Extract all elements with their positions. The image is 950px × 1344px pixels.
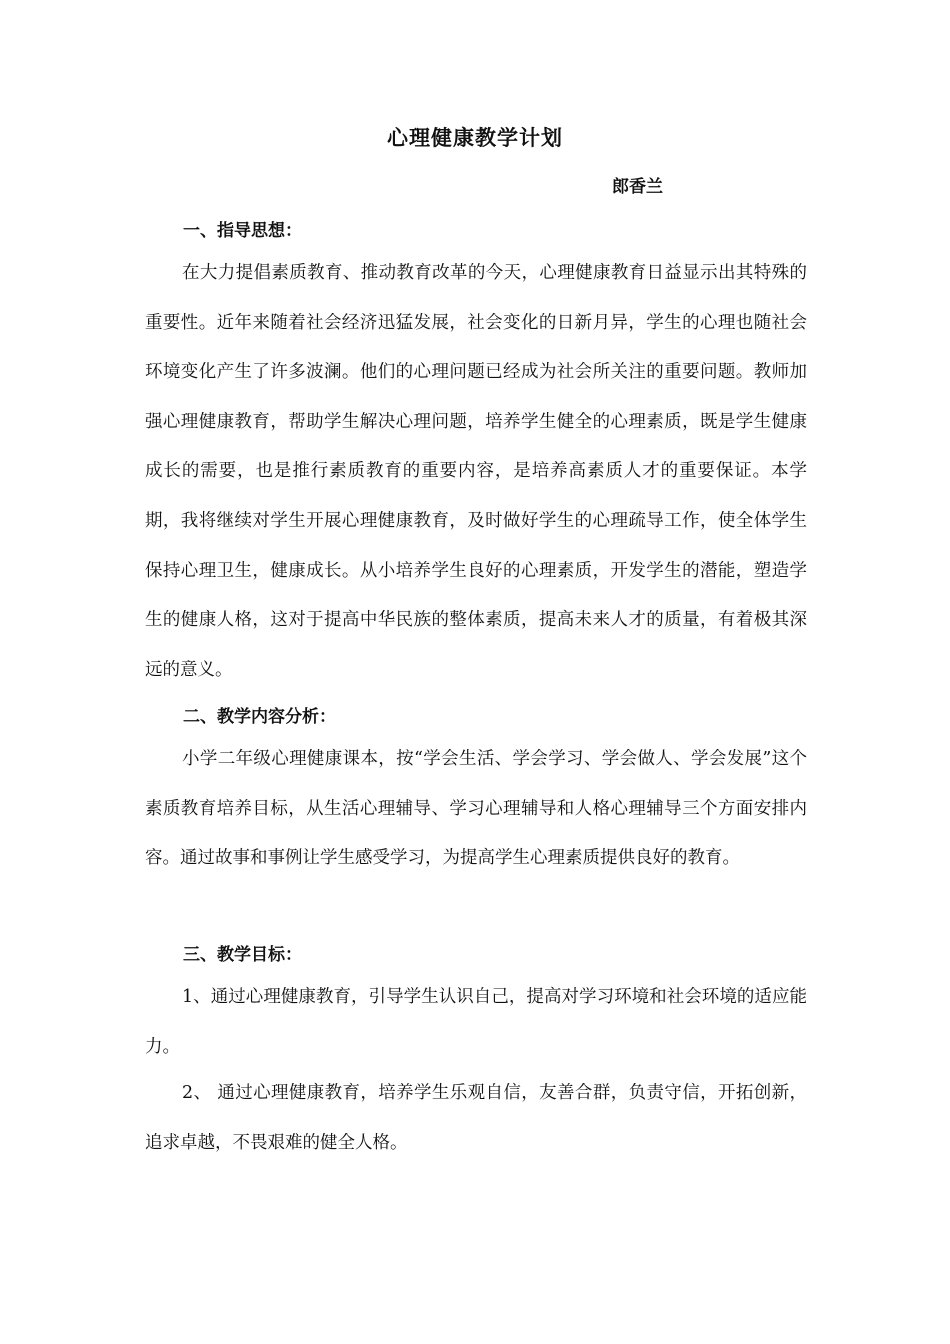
section-paragraph-content-analysis: 小学二年级心理健康课本，按“学会生活、学会学习、学会做人、学会发展”这个素质教育培养目标，从生活心理辅导、学习心理辅导和人格心理辅导三个方面安排内容。通过故事和事例让学生感受学习，为提高学生心理素质提供良好的教育。 bbox=[145, 749, 807, 869]
section-paragraph-goal-1: 1、通过心理健康教育，引导学生认识自己，提高对学习环境和社会环境的适应能力。 bbox=[145, 987, 807, 1057]
document-title: 心理健康教学计划 bbox=[387, 125, 563, 150]
section-heading-guiding-ideology: 一、指导思想： bbox=[183, 221, 302, 241]
section-paragraph-guiding-ideology: 在大力提倡素质教育、推动教育改革的今天，心理健康教育日益显示出其特殊的重要性。近年来随着社会经济迅猛发展，社会变化的日新月异，学生的心理也随社会环境变化产生了许多波澜。他们的心理问题已经成为社会所关注的重要问题。教师加强心理健康教育，帮助学生解决心理问题，培养学生健全的心理素质，既是学生健康成长的需要，也是推行素质教育的重要内容，是培养高素质人才的重要保证。本学期，我将继续对学生开展心理健康教育，及时做好学生的心理疏导工作，使全体学生保持心理卫生，健康成长。从小培养学生良好的心理素质，开发学生的潜能，塑造学生的健康人格，这对于提高中华民族的整体素质，提高未来人才的质量，有着极其深远的意义。 bbox=[145, 263, 807, 680]
section-heading-content-analysis: 二、教学内容分析： bbox=[183, 707, 336, 727]
section-heading-teaching-goals: 三、教学目标： bbox=[183, 945, 302, 965]
section-paragraph-goal-2: 2、 通过心理健康教育，培养学生乐观自信，友善合群，负责守信，开拓创新，追求卓越，不畏艰难的健全人格。 bbox=[145, 1083, 807, 1153]
document-author: 郎香兰 bbox=[612, 177, 663, 197]
